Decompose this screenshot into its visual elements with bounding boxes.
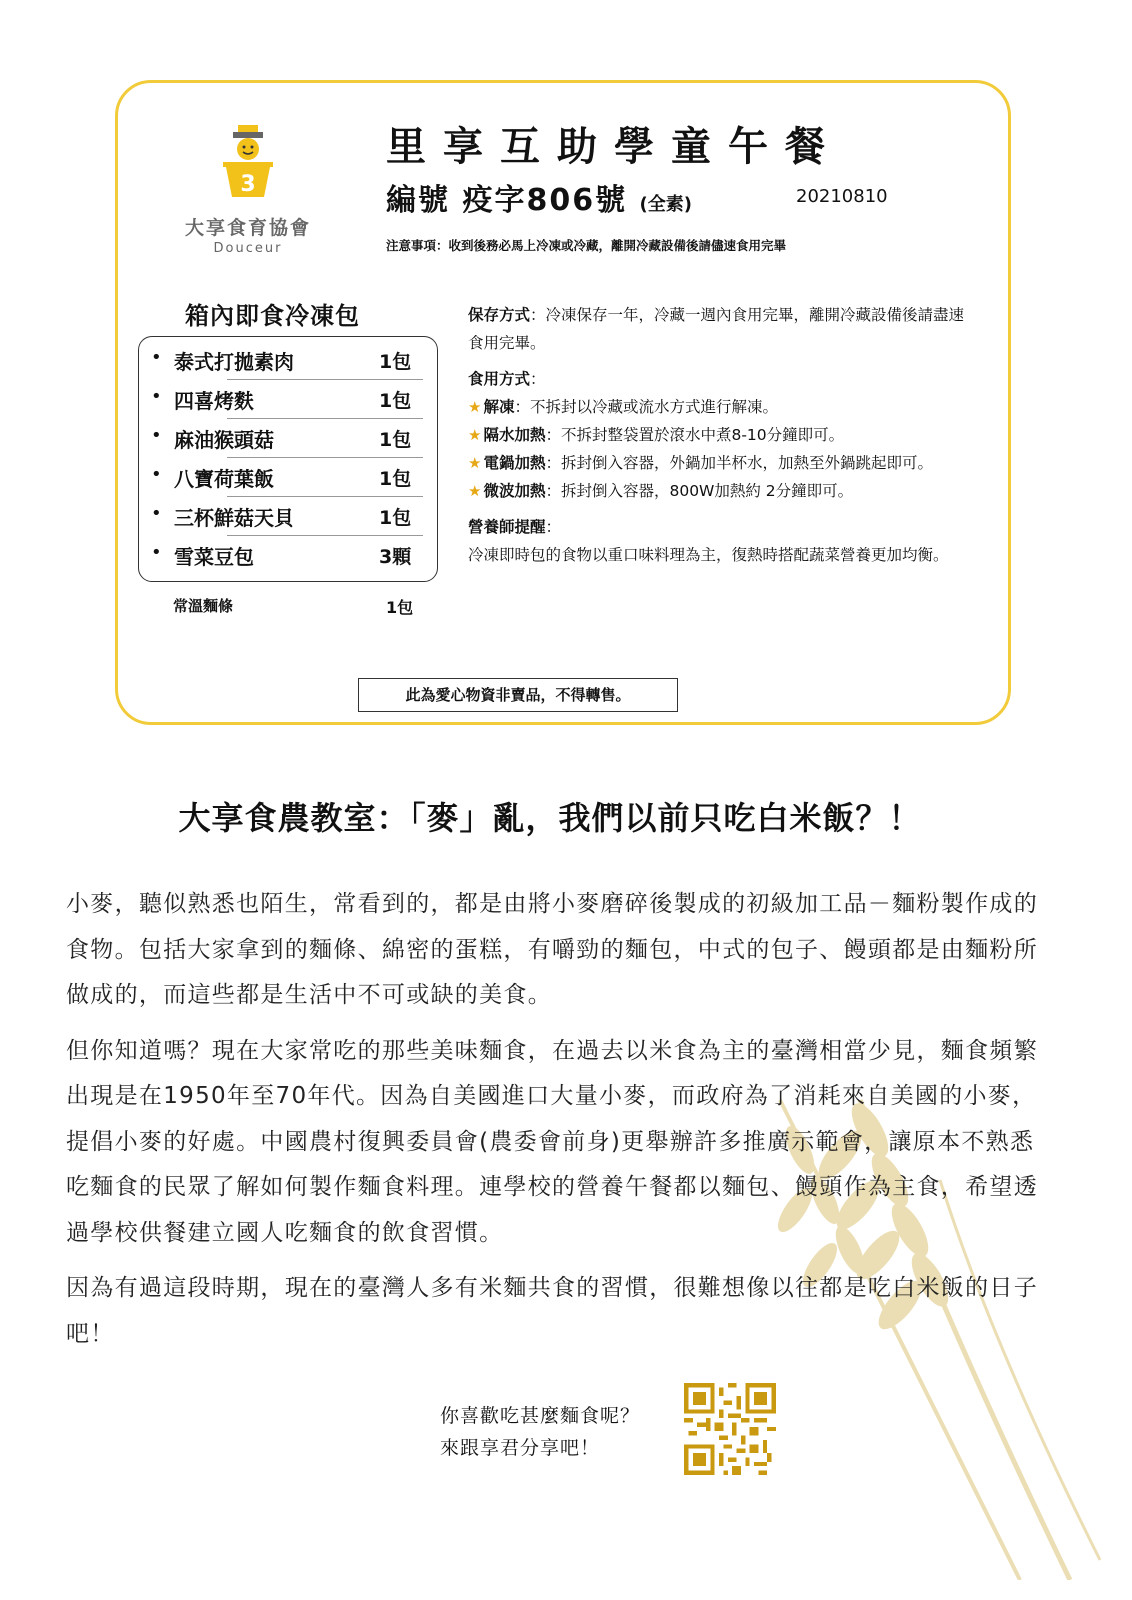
item-qty: 3顆 bbox=[379, 546, 412, 568]
paragraph: 因為有過這段時期，現在的臺灣人多有米麵共食的習慣，很難想像以往都是吃白米飯的日子吧！ bbox=[66, 1275, 1038, 1347]
list-item bbox=[147, 498, 413, 536]
usage-step: ★ 解凍：不拆封以冷藏或流水方式進行解凍。 bbox=[468, 398, 778, 416]
usage-step: ★ 隔水加熱：不拆封整袋置於滾水中煮8-10分鐘即可。 bbox=[468, 426, 845, 444]
item-qty: 1包 bbox=[379, 507, 412, 529]
nutritionist-heading: 營養師提醒： bbox=[468, 518, 562, 536]
bowl-mascot-icon bbox=[178, 123, 318, 213]
article-heading: 大享食農教室：「麥」亂，我們以前只吃白米飯？！ bbox=[178, 799, 922, 837]
list-item bbox=[147, 537, 413, 575]
page-title: 里享互助學童午餐 bbox=[386, 124, 842, 170]
item-qty: 1包 bbox=[379, 390, 412, 412]
list-item bbox=[147, 381, 413, 419]
extra-item-name: 常溫麵條 bbox=[173, 597, 234, 615]
usage-step: ★ 電鍋加熱：拆封倒入容器，外鍋加半杯水，加熱至外鍋跳起即可。 bbox=[468, 454, 933, 472]
item-name: 八寶荷葉飯 bbox=[174, 467, 274, 491]
item-name: 麻油猴頭菇 bbox=[174, 428, 274, 452]
list-item bbox=[147, 342, 413, 380]
serial-number bbox=[386, 175, 692, 219]
bullet-icon: • bbox=[151, 425, 162, 446]
info-card bbox=[115, 80, 1011, 725]
usage-step: ★ 微波加熱：拆封倒入容器，800W加熱約 2分鐘即可。 bbox=[468, 482, 854, 500]
box-title: 箱內即食冷凍包 bbox=[185, 302, 360, 330]
notice: 注意事項：收到後務必馬上冷凍或冷藏，離開冷藏設備後請儘速食用完畢 bbox=[386, 238, 787, 253]
bullet-icon: • bbox=[151, 542, 162, 563]
logo-name-cn: 大享食育協會 bbox=[184, 217, 311, 239]
item-name: 雪菜豆包 bbox=[174, 545, 254, 569]
star-icon: ★ bbox=[468, 426, 482, 444]
serial-label: 編號 疫字806號 bbox=[386, 183, 628, 218]
instructions bbox=[468, 301, 978, 569]
bullet-icon: • bbox=[151, 464, 162, 485]
storage-instructions bbox=[468, 301, 978, 357]
nutritionist-text: 冷凍即時包的食物以重口味料理為主，復熱時搭配蔬菜營養更加均衡。 bbox=[468, 546, 949, 564]
usage-heading: 食用方式： bbox=[468, 370, 546, 388]
item-name: 四喜烤麩 bbox=[174, 389, 254, 413]
diet-label: (全素) bbox=[639, 194, 692, 215]
svg-text:3: 3 bbox=[240, 172, 256, 197]
logo bbox=[178, 123, 318, 263]
share-line-2: 來跟享君分享吧！ bbox=[440, 1437, 601, 1459]
bullet-icon: • bbox=[151, 347, 162, 368]
bullet-icon: • bbox=[151, 503, 162, 524]
item-qty: 1包 bbox=[379, 351, 412, 373]
list-item bbox=[147, 459, 413, 497]
paragraph: 小麥，聽似熟悉也陌生，常看到的，都是由將小麥磨碎後製成的初級加工品－麵粉製作成的食物。包括大家拿到的麵條、綿密的蛋糕，有嚼勁的麵包，中式的包子、饅頭都是由麵粉所做成的，而這些都是生活中不可或缺的美食。 bbox=[66, 891, 1038, 1008]
bullet-icon: • bbox=[151, 386, 162, 407]
share-line-1: 你喜歡吃甚麼麵食呢？ bbox=[440, 1405, 641, 1427]
storage-label: 保存方式 bbox=[468, 306, 531, 324]
item-name: 三杯鮮菇天貝 bbox=[174, 506, 294, 530]
share-prompt bbox=[440, 1400, 640, 1464]
storage-text: ：冷凍保存一年，冷藏一週內食用完畢，離開冷藏設備後請盡速食用完畢。 bbox=[468, 306, 965, 352]
item-name: 泰式打拋素肉 bbox=[174, 350, 294, 374]
star-icon: ★ bbox=[468, 454, 482, 472]
paragraph: 但你知道嗎？現在大家常吃的那些美味麵食，在過去以米食為主的臺灣相當少見，麵食頻繁出現是在1950年至70年代。因為自美國進口大量小麥，而政府為了消耗來自美國的小麥，提倡小麥的好處。中國農村復興委員會(農委會前身)更舉辦許多推廣示範會，讓原本不熟悉吃麵食的民眾了解如何製作麵食料理。連學校的營養午餐都以麵包、饅頭作為主食，希望透過學校供餐建立國人吃麵食的飲食習慣。 bbox=[66, 1037, 1038, 1246]
donation-notice: 此為愛心物資非賣品，不得轉售。 bbox=[358, 678, 678, 712]
item-list bbox=[138, 336, 438, 582]
star-icon: ★ bbox=[468, 398, 482, 416]
list-item bbox=[147, 420, 413, 458]
star-icon: ★ bbox=[468, 482, 482, 500]
logo-name-en: Douceur bbox=[213, 241, 283, 256]
item-qty: 1包 bbox=[379, 468, 412, 490]
article-body bbox=[66, 882, 1056, 1367]
nutritionist-label: 營養師提醒 bbox=[468, 518, 546, 536]
item-qty: 1包 bbox=[379, 429, 412, 451]
usage-label: 食用方式 bbox=[468, 370, 531, 388]
extra-item-qty: 1包 bbox=[386, 598, 414, 617]
qr-code-icon[interactable] bbox=[684, 1383, 776, 1475]
date: 20210810 bbox=[796, 186, 888, 207]
